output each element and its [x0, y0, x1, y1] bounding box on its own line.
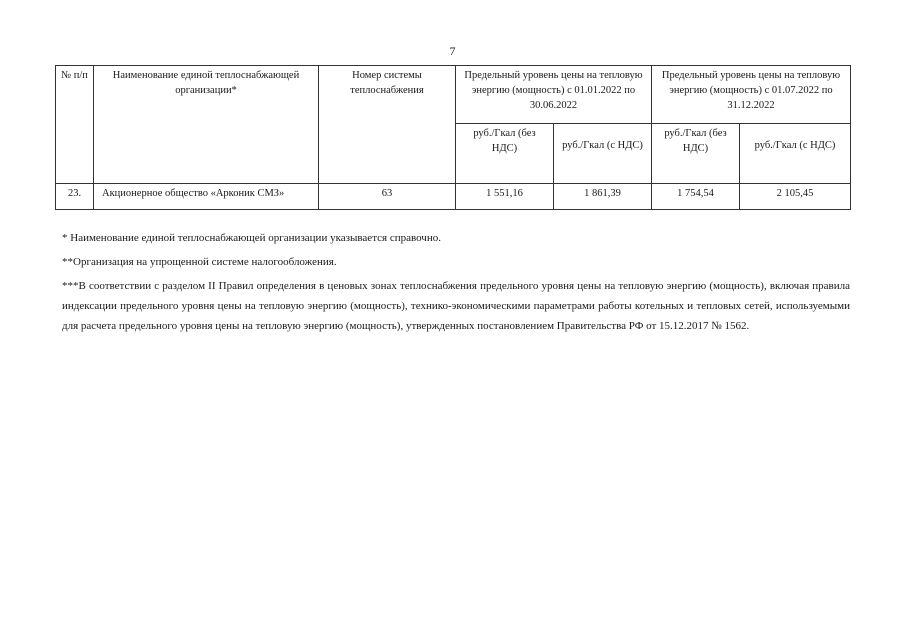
table-row [56, 184, 851, 210]
cell-system: 63 [319, 184, 456, 210]
footnote-1: * Наименование единой теплоснабжающей организации указывается справочно. [62, 232, 441, 244]
footnote-3: ***В соответствии с разделом II Правил определения в ценовых зонах теплоснабжения предельного уровня цены на тепловую энергию (мощность), включая правила индексации предельного уровня цены на тепловую энергию (мощность), технико-экономическими параметрами работы котельных и тепловых сетей, используемыми для расчета предельного уровня цены на тепловую энергию (мощность), утвержденных постановлением Правительства РФ от 15.12.2017 № 1562. [62, 280, 850, 332]
header-period-2: Предельный уровень цены на тепловую энергию (мощность) с 01.07.2022 по 31.12.2022 [652, 66, 851, 124]
header-p2-no-vat: руб./Гкал (без НДС) [652, 124, 740, 184]
cell-p1-vat: 1 861,39 [554, 184, 652, 210]
header-period-1: Предельный уровень цены на тепловую энергию (мощность) с 01.01.2022 по 30.06.2022 [456, 66, 652, 124]
header-p2-vat [740, 124, 851, 184]
header-p1-vat-label: руб./Гкал (с НДС) [562, 140, 643, 151]
cell-p1-no-vat: 1 551,16 [456, 184, 554, 210]
footnote-2: **Организация на упрощенной системе налогообложения. [62, 256, 337, 268]
cell-p2-no-vat: 1 754,54 [652, 184, 740, 210]
cell-num: 23. [56, 184, 94, 210]
header-org: Наименование единой теплоснабжающей организации* [94, 66, 319, 184]
table-header-row [56, 66, 851, 124]
tariff-table [55, 65, 851, 210]
header-num: № п/п [56, 66, 94, 184]
footnotes [62, 228, 850, 336]
header-p2-vat-label: руб./Гкал (с НДС) [754, 140, 836, 151]
cell-p2-vat: 2 105,45 [740, 184, 851, 210]
cell-org: Акционерное общество «Арконик СМЗ» [94, 184, 319, 210]
header-system: Номер системы теплоснабжения [319, 66, 456, 184]
page-number: 7 [449, 44, 456, 58]
header-p1-no-vat: руб./Гкал (без НДС) [456, 124, 554, 184]
header-p1-vat [554, 124, 652, 184]
